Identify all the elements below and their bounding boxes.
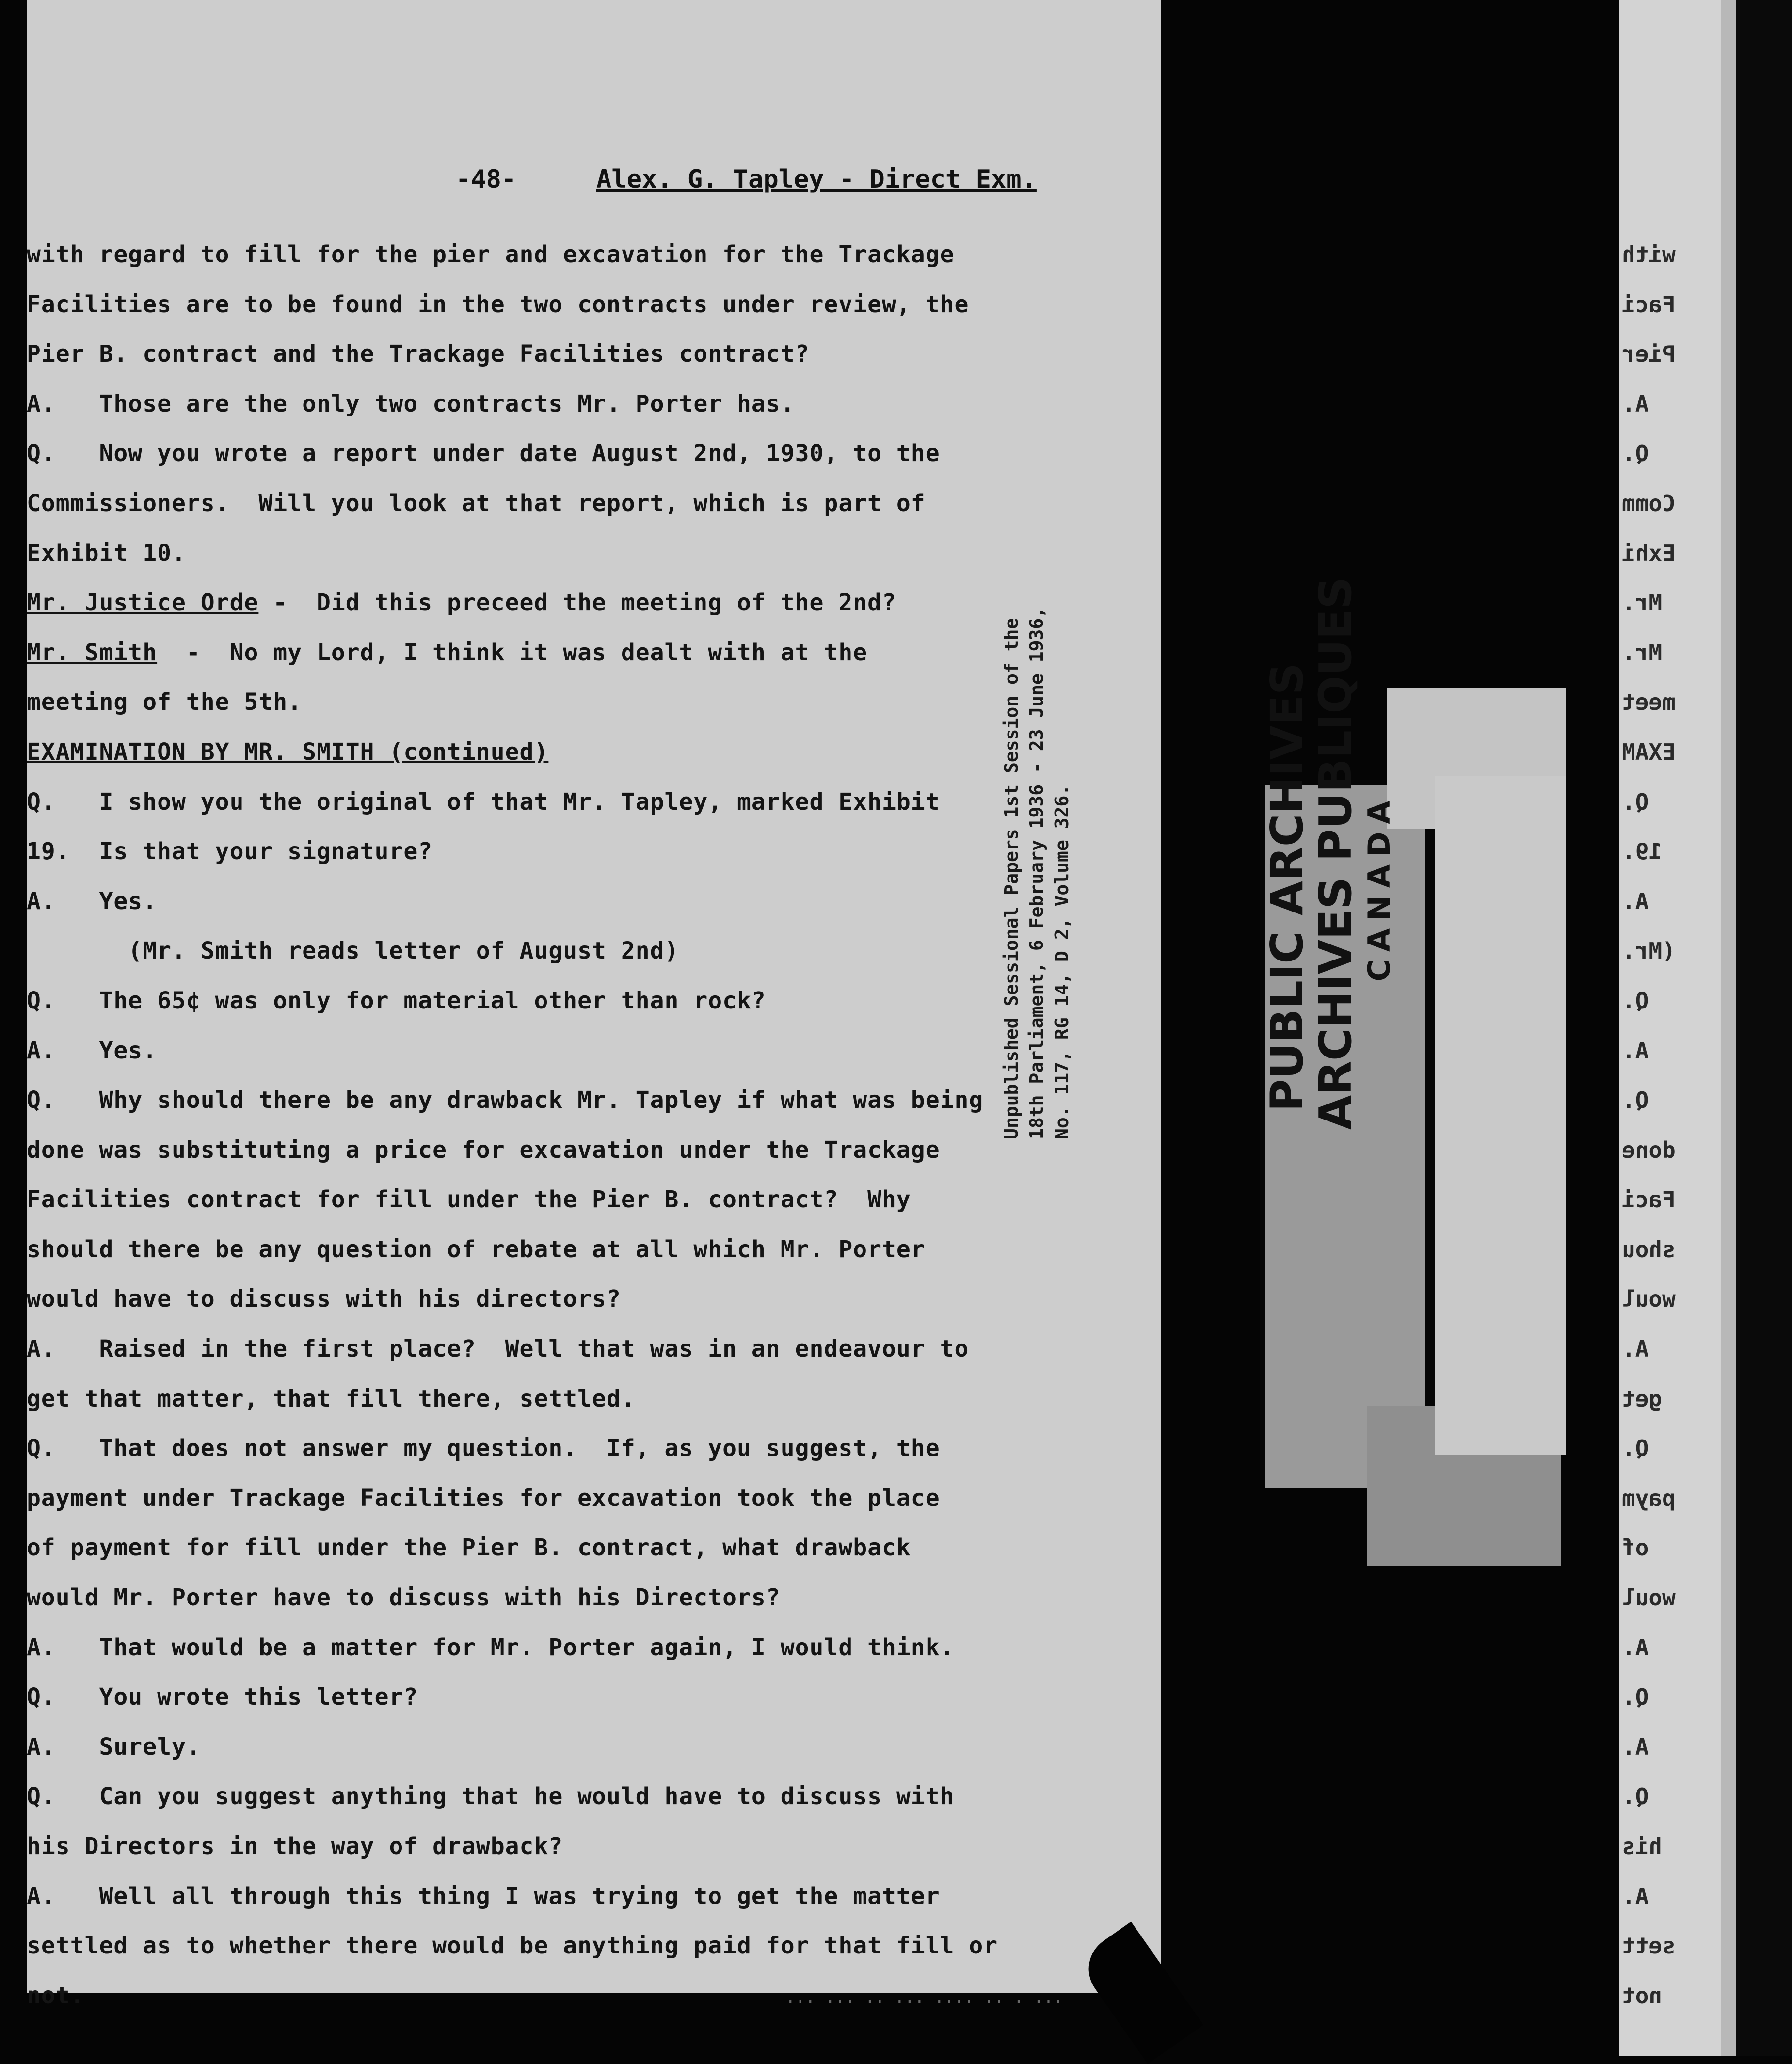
- line-text: Facilities are to be found in the two contracts under review, the: [27, 290, 969, 318]
- mirrored-line: Q.: [1622, 440, 1649, 467]
- transcript-line: [27, 1583, 1103, 1633]
- mirrored-line: get: [1622, 1385, 1663, 1412]
- line-text: A. Raised in the first place? Well that was in an endeavour to: [27, 1335, 969, 1363]
- line-text: A. Yes.: [27, 1037, 158, 1064]
- scan-border: [1736, 0, 1792, 2056]
- stamp-line-canada: CANADA: [1361, 793, 1397, 982]
- transcript-line: [27, 1782, 1103, 1832]
- page-header: [0, 165, 1135, 204]
- mirrored-line: paym: [1622, 1485, 1676, 1511]
- mirrored-line: Faci: [1622, 291, 1676, 318]
- mirrored-line: Q.: [1622, 788, 1649, 815]
- archive-label: [1435, 776, 1566, 1455]
- line-text: Q. Can you suggest anything that he would have to discuss with: [27, 1783, 955, 1810]
- speaker-name: Mr. Smith: [27, 639, 158, 666]
- line-text: Commissioners. Will you look at that report, which is part of: [27, 489, 926, 517]
- line-text: would Mr. Porter have to discuss with his Directors?: [27, 1584, 781, 1612]
- transcript-line: [27, 489, 1103, 539]
- mirrored-line: Comm: [1622, 490, 1676, 516]
- line-text: Q. Now you wrote a report under date August 2nd, 1930, to the: [27, 440, 940, 467]
- transcript-line: [27, 1484, 1103, 1534]
- stamp-line-archives-publiques: ARCHIVES PUBLIQUES: [1310, 576, 1361, 1130]
- line-text: (Mr. Smith reads letter of August 2nd): [27, 937, 679, 965]
- line-text: Facilities contract for fill under the Pier B. contract? Why: [27, 1186, 911, 1214]
- mirrored-line: 19.: [1622, 838, 1663, 865]
- line-text: would have to discuss with his directors?: [27, 1285, 621, 1313]
- line-text: should there be any question of rebate at all which Mr. Porter: [27, 1235, 926, 1263]
- transcript-line: [27, 539, 1103, 589]
- archive-reference-line: No. 117, RG 14, D 2, Volume 326.: [1051, 784, 1072, 1139]
- line-text: Q. That does not answer my question. If, as you suggest, the: [27, 1435, 940, 1462]
- line-text: A. Those are the only two contracts Mr. Porter has.: [27, 390, 795, 417]
- line-text: meeting of the 5th.: [27, 688, 303, 716]
- line-text: not.: [27, 1982, 85, 2009]
- line-text: Q. You wrote this letter?: [27, 1683, 418, 1711]
- mirrored-line: Exhi: [1622, 540, 1676, 566]
- speaker-name: Mr. Justice Orde: [27, 589, 259, 617]
- transcript-line: [27, 688, 1103, 737]
- footer-fragment: ... ... .. ... .... .. . ...: [785, 1988, 1064, 2007]
- line-text: A. That would be a matter for Mr. Porter again, I would think.: [27, 1633, 955, 1661]
- mirrored-line: his: [1622, 1833, 1663, 1859]
- transcript-line: [27, 588, 1103, 638]
- speaker-text: - Did this preceed the meeting of the 2nd?: [258, 589, 896, 617]
- transcript-line: [27, 1136, 1103, 1185]
- line-text: with regard to fill for the pier and excavation for the Trackage: [27, 241, 955, 268]
- line-text: of payment for fill under the Pier B. contract, what drawback: [27, 1534, 911, 1562]
- mirrored-line: A.: [1622, 1733, 1649, 1760]
- transcript-line: [27, 936, 1103, 986]
- mirrored-line: EXAM: [1622, 738, 1676, 765]
- mirrored-line: woul: [1622, 1286, 1676, 1312]
- archive-stamp: [1261, 576, 1399, 1130]
- transcript-body: [27, 240, 1103, 2031]
- speaker-text: - No my Lord, I think it was dealt with at the: [157, 639, 868, 666]
- mirrored-line: Q.: [1622, 1783, 1649, 1810]
- line-text: A. Surely.: [27, 1733, 201, 1760]
- transcript-line: [27, 787, 1103, 837]
- line-text: Q. The 65¢ was only for material other than rock?: [27, 987, 766, 1014]
- transcript-line: [27, 1086, 1103, 1136]
- transcript-line: [27, 986, 1103, 1036]
- transcript-line: [27, 389, 1103, 439]
- stamp-line-public-archives: PUBLIC ARCHIVES: [1261, 663, 1313, 1112]
- mirrored-line: A.: [1622, 1634, 1649, 1661]
- transcript-line: [27, 1284, 1103, 1334]
- mirrored-line: meet: [1622, 689, 1676, 716]
- transcript-line: [27, 1633, 1103, 1683]
- running-head: Alex. G. Tapley - Direct Exm.: [596, 165, 1037, 194]
- transcript-line: [27, 638, 1103, 688]
- mirrored-line: shou: [1622, 1236, 1676, 1263]
- archive-reference-text: [999, 461, 1074, 1139]
- mirrored-line: Q.: [1622, 1087, 1649, 1114]
- line-text: Q. Why should there be any drawback Mr. Tapley if what was being: [27, 1087, 984, 1114]
- mirrored-line: not: [1622, 1982, 1663, 2009]
- mirrored-line: Mr.: [1622, 590, 1663, 616]
- mirrored-line: A.: [1622, 1336, 1649, 1362]
- transcript-line: [27, 737, 1103, 787]
- transcript-line: [27, 1434, 1103, 1484]
- line-text: settled as to whether there would be anything paid for that fill or: [27, 1932, 998, 1960]
- adjacent-page-mirrored-text: [1622, 240, 1719, 2031]
- transcript-line: [27, 1533, 1103, 1583]
- line-text: A. Well all through this thing I was trying to get the matter: [27, 1882, 940, 1910]
- transcript-line: [27, 1732, 1103, 1782]
- archive-reference-line: Unpublished Sessional Papers 1st Session of the: [1001, 618, 1022, 1139]
- mirrored-line: A.: [1622, 390, 1649, 417]
- line-text: 19. Is that your signature?: [27, 838, 433, 865]
- page-margin-strip: [1721, 0, 1736, 2056]
- page-number: -48-: [456, 165, 517, 194]
- transcript-line: [27, 1185, 1103, 1235]
- mirrored-line: Faci: [1622, 1186, 1676, 1213]
- mirrored-line: sett: [1622, 1933, 1676, 1959]
- mirrored-line: with: [1622, 241, 1676, 268]
- line-text: his Directors in the way of drawback?: [27, 1833, 563, 1860]
- mirrored-line: A.: [1622, 1883, 1649, 1909]
- transcript-line: [27, 339, 1103, 389]
- section-heading: EXAMINATION BY MR. SMITH (continued): [27, 738, 549, 766]
- line-text: A. Yes.: [27, 887, 158, 915]
- mirrored-line: A.: [1622, 1037, 1649, 1064]
- transcript-line: [27, 887, 1103, 937]
- transcript-line: [27, 1036, 1103, 1086]
- mirrored-line: A.: [1622, 888, 1649, 914]
- mirrored-line: Q.: [1622, 1684, 1649, 1711]
- transcript-line: [27, 290, 1103, 340]
- line-text: Q. I show you the original of that Mr. Tapley, marked Exhibit: [27, 788, 940, 816]
- mirrored-line: Q.: [1622, 1435, 1649, 1462]
- transcript-line: [27, 1882, 1103, 1932]
- transcript-line: [27, 240, 1103, 290]
- transcript-line: [27, 1334, 1103, 1384]
- mirrored-line: woul: [1622, 1584, 1676, 1611]
- archive-reference-line: 18th Parliament, 6 February 1936 - 23 June 1936,: [1026, 607, 1047, 1139]
- transcript-line: [27, 1384, 1103, 1434]
- transcript-line: [27, 439, 1103, 489]
- line-text: done was substituting a price for excavation under the Trackage: [27, 1136, 940, 1164]
- transcript-line: [27, 1832, 1103, 1882]
- mirrored-line: done: [1622, 1136, 1676, 1163]
- line-text: Exhibit 10.: [27, 539, 186, 567]
- line-text: Pier B. contract and the Trackage Facilities contract?: [27, 340, 810, 368]
- mirrored-line: of: [1622, 1535, 1649, 1561]
- line-text: get that matter, that fill there, settled.: [27, 1385, 636, 1412]
- transcript-line: [27, 1682, 1103, 1732]
- transcript-line: [27, 1931, 1103, 1981]
- transcript-line: [27, 837, 1103, 887]
- line-text: payment under Trackage Facilities for excavation took the place: [27, 1484, 940, 1512]
- mirrored-line: Mr.: [1622, 639, 1663, 666]
- mirrored-line: (Mr.: [1622, 938, 1676, 964]
- transcript-line: [27, 1235, 1103, 1285]
- mirrored-line: Q.: [1622, 987, 1649, 1014]
- mirrored-line: Pier: [1622, 341, 1676, 368]
